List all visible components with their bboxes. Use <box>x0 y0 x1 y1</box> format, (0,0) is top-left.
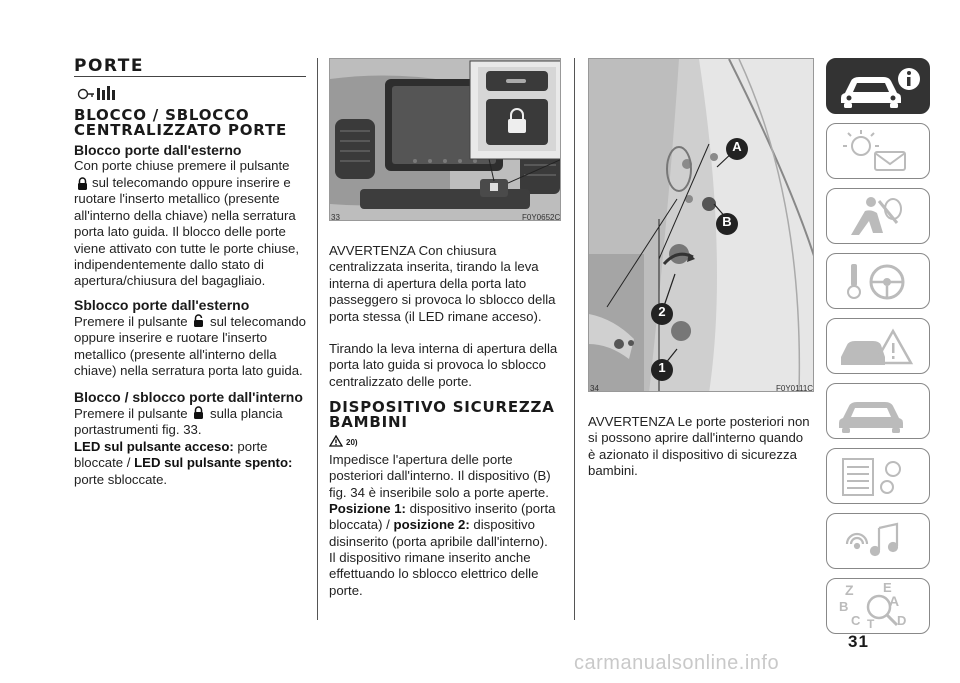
technical-data-icon <box>827 449 931 505</box>
paragraph-avvertenza-1: AVVERTENZA Con chiusura centralizzata inserita, tirando la leva interna di apertura della porta lato passeggero si provoca lo sblocco della porta stessa (il LED rimane acceso). <box>329 243 556 324</box>
tab-multimedia[interactable] <box>826 513 930 569</box>
title-rule <box>74 76 306 77</box>
car-info-icon <box>827 59 931 115</box>
lock-button-icon <box>193 406 204 419</box>
start-driving-icon <box>827 254 931 310</box>
led-off-text: porte sbloccate. <box>74 471 168 487</box>
heading-blocco-sblocco: BLOCCO / SBLOCCO CENTRALIZZATO PORTE <box>74 106 288 139</box>
heading-blocco-esterno: Blocco porte dall'esterno <box>74 142 242 158</box>
index-letter-z: Z <box>845 582 854 598</box>
tab-safety[interactable] <box>826 188 930 244</box>
lock-open-icon <box>193 314 204 327</box>
multimedia-icon <box>827 514 931 570</box>
watermark: carmanualsonline.info <box>574 652 780 674</box>
tab-emergency[interactable] <box>826 318 930 374</box>
warning-lights-icon <box>827 124 931 180</box>
figure-33 <box>329 58 561 221</box>
paragraph-impedisce: Impedisce l'apertura delle porte posteriori dall'interno. Il dispositivo (B) fig. 34 è inseribile solo a porte aperte. <box>329 452 551 500</box>
index-letter-b: B <box>839 599 849 614</box>
section-title: PORTE <box>74 56 144 76</box>
paragraph-led <box>74 439 306 488</box>
posizione-1-label: Posizione 1: <box>329 501 406 516</box>
posizione-2-label: posizione 2: <box>393 517 470 533</box>
index-letter-t: T <box>867 617 875 631</box>
safety-airbag-icon <box>827 189 931 245</box>
heading-dispositivo: DISPOSITIVO SICUREZZA BAMBINI <box>329 398 555 431</box>
child-safety-lock-illustration <box>589 59 814 392</box>
callout-2: 2 <box>658 304 666 319</box>
tab-maintenance[interactable] <box>826 383 930 439</box>
lock-closed-icon <box>77 177 88 190</box>
figure-34-code: F0Y0111C <box>776 384 814 393</box>
heading-blocco-interno: Blocco / sblocco porte dall'interno <box>74 389 303 405</box>
callout-a: A <box>732 139 742 154</box>
figure-33-number: 33 <box>331 213 340 222</box>
heading-sblocco-esterno: Sblocco porte dall'esterno <box>74 297 250 313</box>
paragraph-sblocco-esterno-1: Premere il pulsante <box>74 314 188 329</box>
key-icon <box>74 84 120 102</box>
callout-1: 1 <box>658 360 666 375</box>
page-number: 31 <box>848 632 869 651</box>
tab-warning-lights[interactable] <box>826 123 930 179</box>
callout-b: B <box>722 214 732 229</box>
warning-triangle-icon <box>329 435 343 447</box>
paragraph-sblocco-esterno <box>74 314 306 380</box>
index-letter-c: C <box>851 613 861 628</box>
tab-index[interactable] <box>826 578 930 634</box>
dashboard-lock-illustration <box>330 59 561 221</box>
warning-reference: 20) <box>346 438 358 447</box>
emergency-icon <box>827 319 931 375</box>
led-on-text: porte bloccate / <box>74 439 268 471</box>
column-divider-2 <box>574 58 575 620</box>
paragraph-rimane: Il dispositivo rimane inserito anche effettuando lo sblocco elettrico delle porte. <box>329 550 539 598</box>
figure-34 <box>588 58 814 392</box>
paragraph-avvertenza-2: Tirando la leva interna di apertura della porta lato guida si provoca lo sblocco centralizzato delle porte. <box>329 341 558 389</box>
figure-34-number: 34 <box>590 384 599 393</box>
index-letter-a: A <box>889 593 900 609</box>
led-on-label: LED sul pulsante acceso: <box>74 439 234 454</box>
paragraph-sblocco-esterno-2: sul telecomando oppure inserire e ruotare l'inserto metallico (presente all'interno della chiave) nella serratura porta lato guida. <box>74 314 307 379</box>
figure-33-code: F0Y0652C <box>522 213 561 222</box>
paragraph-blocco-interno <box>74 406 306 439</box>
tab-car-info[interactable] <box>826 58 930 114</box>
posizione-1-text: dispositivo inserito (porta bloccata) / <box>329 501 556 533</box>
paragraph-blocco-interno-1: Premere il pulsante <box>74 406 188 421</box>
paragraph-blocco-esterno-text: sul telecomando oppure inserire e ruotare l'inserto metallico (presente all'interno della chiave) nella serratura porta lato guida. Il blocco delle porte viene attivato con tutte le porte chiuse, indipendentemente dallo stato di apertura/chiusura del bagagliaio. <box>74 175 300 289</box>
column-divider-1 <box>317 58 318 620</box>
paragraph-posizioni <box>329 501 561 550</box>
maintenance-icon <box>827 384 931 440</box>
paragraph-blocco-interno-2: sulla plancia portastrumenti fig. 33. <box>74 406 283 438</box>
paragraph-blocco-esterno-2 <box>74 175 306 290</box>
paragraph-avvertenza-3: AVVERTENZA Le porte posteriori non si possono aprire dall'interno quando è azionato il dispositivo di sicurezza bambini. <box>588 414 810 479</box>
tab-technical-data[interactable] <box>826 448 930 504</box>
index-letter-d: D <box>897 613 907 628</box>
index-letter-e: E <box>883 580 892 595</box>
posizione-2-text: dispositivo disinserito (porta apribile dall'interno). <box>329 517 548 549</box>
paragraph-blocco-esterno-1: Con porte chiuse premere il pulsante <box>74 158 290 173</box>
led-off-label: LED sul pulsante spento: <box>134 455 293 471</box>
tab-start-driving[interactable] <box>826 253 930 309</box>
